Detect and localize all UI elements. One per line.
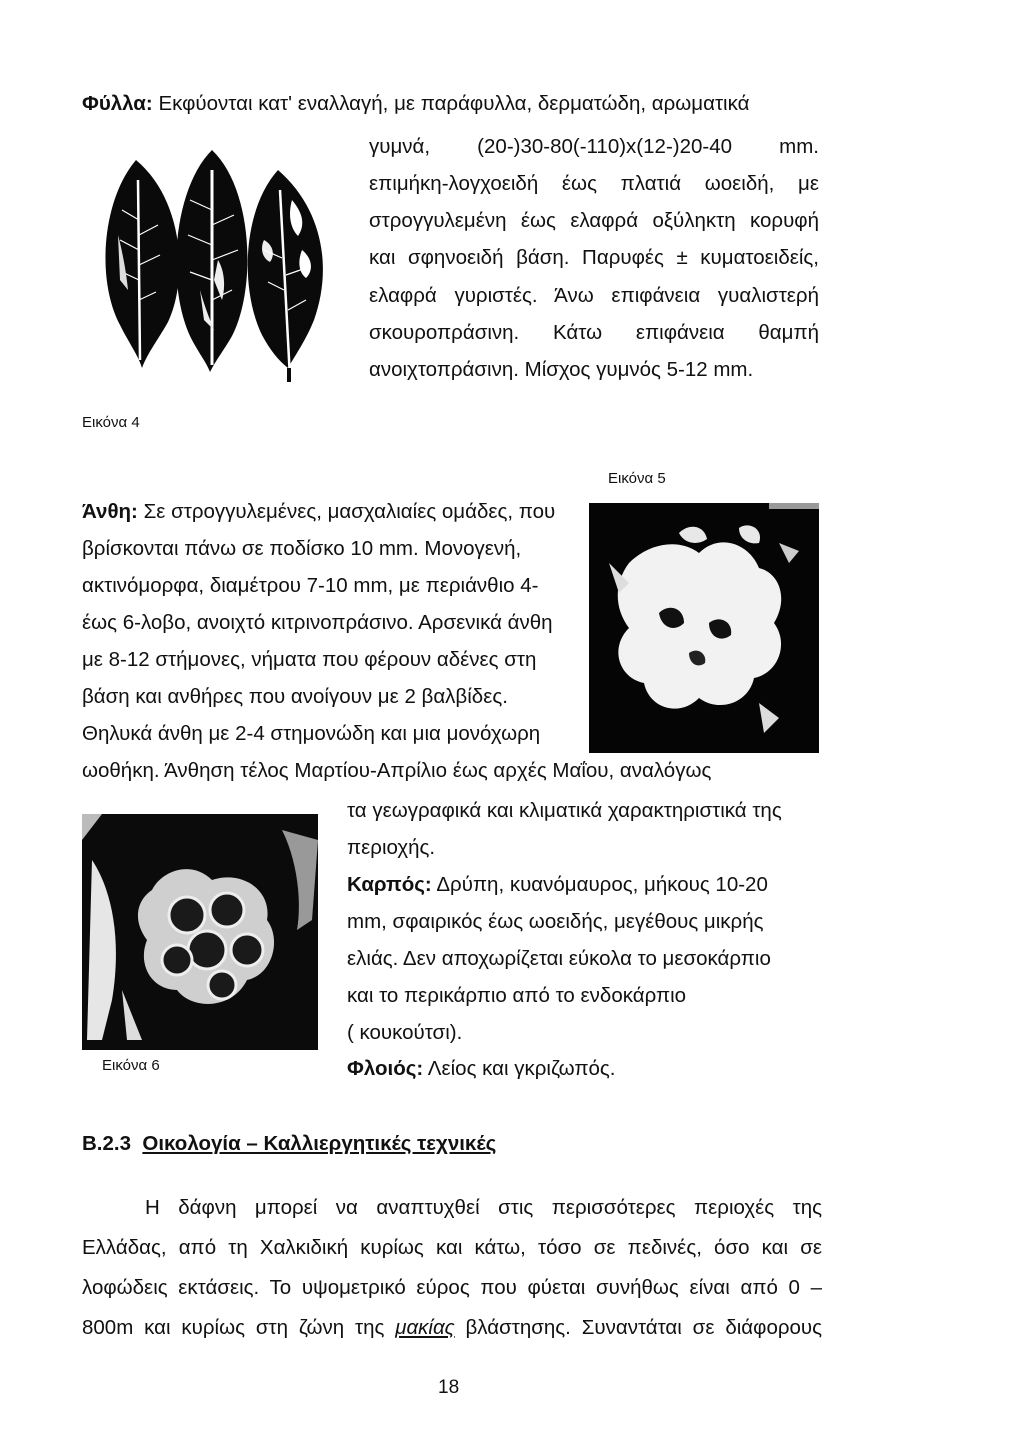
figure-caption-5: Εικόνα 5 bbox=[608, 470, 666, 487]
leaves-line-4: στρογγυλεμένη έως ελαφρά οξύληκτη κορυφή bbox=[369, 209, 819, 232]
flowers-line-7: Θηλυκά άνθη με 2-4 στημονώδη και μια μονόχωρη bbox=[82, 722, 541, 745]
fruit-first-line bbox=[347, 873, 768, 897]
leaves-line-8: ανοιχτοπράσινη. Μίσχος γυμνός 5-12 mm. bbox=[369, 358, 754, 381]
figure-caption-6: Εικόνα 6 bbox=[102, 1057, 160, 1074]
section-title: Οικολογία – Καλλιεργητικές τεχνικές bbox=[142, 1132, 497, 1155]
flowers-line-3: ακτινόμορφα, διαμέτρου 7-10 mm, με περιάνθιο 4- bbox=[82, 574, 539, 597]
leaves-line-1: Εκφύονται κατ' εναλλαγή, με παράφυλλα, δερματώδη, αρωματικά bbox=[158, 92, 750, 115]
section-line-4-end: βλάστησης. Συναντάται σε διάφορους bbox=[454, 1316, 822, 1339]
flowers-line-4: έως 6-λοβο, ανοιχτό κιτρινοπράσινο. Αρσενικά άνθη bbox=[82, 611, 553, 634]
section-line-4-italic: μακίας bbox=[395, 1316, 455, 1339]
flowers-line-1: Σε στρογγυλεμένες, μασχαλιαίες ομάδες, που bbox=[143, 500, 556, 523]
leaves-heading: Φύλλα: bbox=[82, 92, 153, 115]
leaves-line-5: και σφηνοειδή βάση. Παρυφές ± κυματοειδείς, bbox=[369, 246, 819, 269]
leaves-line-6: ελαφρά γυριστές. Άνω επιφάνεια γυαλιστερή bbox=[369, 284, 819, 307]
leaves-line-7: σκουροπράσινη. Κάτω επιφάνεια θαμπή bbox=[369, 321, 819, 344]
bark-text: Λείος και γκριζωπός. bbox=[427, 1057, 616, 1080]
fruit-figure bbox=[82, 800, 318, 1050]
flowers-line-6: βάση και ανθήρες που ανοίγουν με 2 βαλβίδες. bbox=[82, 685, 508, 708]
bark-heading: Φλοιός: bbox=[347, 1057, 424, 1080]
fruit-heading: Καρπός: bbox=[347, 873, 432, 896]
fruit-line-5: ( κουκούτσι). bbox=[347, 1021, 463, 1044]
leaves-line-3: επιμήκη-λογχοειδή έως πλατιά ωοειδή, με bbox=[369, 172, 819, 195]
fruit-continuation-1: τα γεωγραφικά και κλιματικά χαρακτηριστικά της bbox=[347, 799, 782, 822]
bay-fruit-image bbox=[82, 800, 318, 1050]
leaves-first-line bbox=[82, 92, 749, 116]
bay-flowers-image bbox=[589, 503, 819, 753]
fruit-line-1: Δρύπη, κυανόμαυρος, μήκους 10-20 bbox=[436, 873, 768, 896]
flowers-line-5: με 8-12 στήμονες, νήματα που φέρουν αδένες στη bbox=[82, 648, 537, 671]
leaves-figure bbox=[92, 140, 344, 385]
page-number: 18 bbox=[438, 1377, 460, 1398]
flowers-line-2: βρίσκονται πάνω σε ποδίσκο 10 mm. Μονογενή, bbox=[82, 537, 522, 560]
section-line-3: λοφώδεις εκτάσεις. Το υψομετρικό εύρος που φύεται συνήθως είναι από 0 – bbox=[82, 1276, 822, 1299]
fruit-continuation-2: περιοχής. bbox=[347, 836, 436, 859]
section-line-4 bbox=[82, 1316, 822, 1340]
flowers-first-line bbox=[82, 500, 555, 524]
bay-leaves-image bbox=[92, 140, 344, 385]
flowers-line-8: ωοθήκη. Άνθηση τέλος Μαρτίου-Απρίλιο έως αρχές Μαΐου, αναλόγως bbox=[82, 759, 712, 782]
fruit-line-4: και το περικάρπιο από το ενδοκάρπιο bbox=[347, 984, 687, 1007]
bark-line bbox=[347, 1057, 615, 1081]
flowers-heading: Άνθη: bbox=[82, 500, 138, 523]
section-heading bbox=[82, 1132, 496, 1156]
section-line-1: Η δάφνη μπορεί να αναπτυχθεί στις περισσότερες περιοχές της bbox=[145, 1196, 822, 1219]
section-line-2: Ελλάδας, από τη Χαλκιδική κυρίως και κάτω, τόσο σε πεδινές, όσο και σε bbox=[82, 1236, 822, 1259]
section-line-4-start: 800m και κυρίως στη ζώνη της bbox=[82, 1316, 396, 1339]
figure-caption-4: Εικόνα 4 bbox=[82, 414, 140, 431]
fruit-line-3: ελιάς. Δεν αποχωρίζεται εύκολα το μεσοκάρπιο bbox=[347, 947, 771, 970]
fruit-line-2: mm, σφαιρικός έως ωοειδής, μεγέθους μικρής bbox=[347, 910, 764, 933]
flowers-figure bbox=[589, 503, 819, 753]
section-number: Β.2.3 bbox=[82, 1132, 131, 1155]
leaves-line-2: γυμνά, (20-)30-80(-110)x(12-)20-40 mm. bbox=[369, 135, 819, 158]
